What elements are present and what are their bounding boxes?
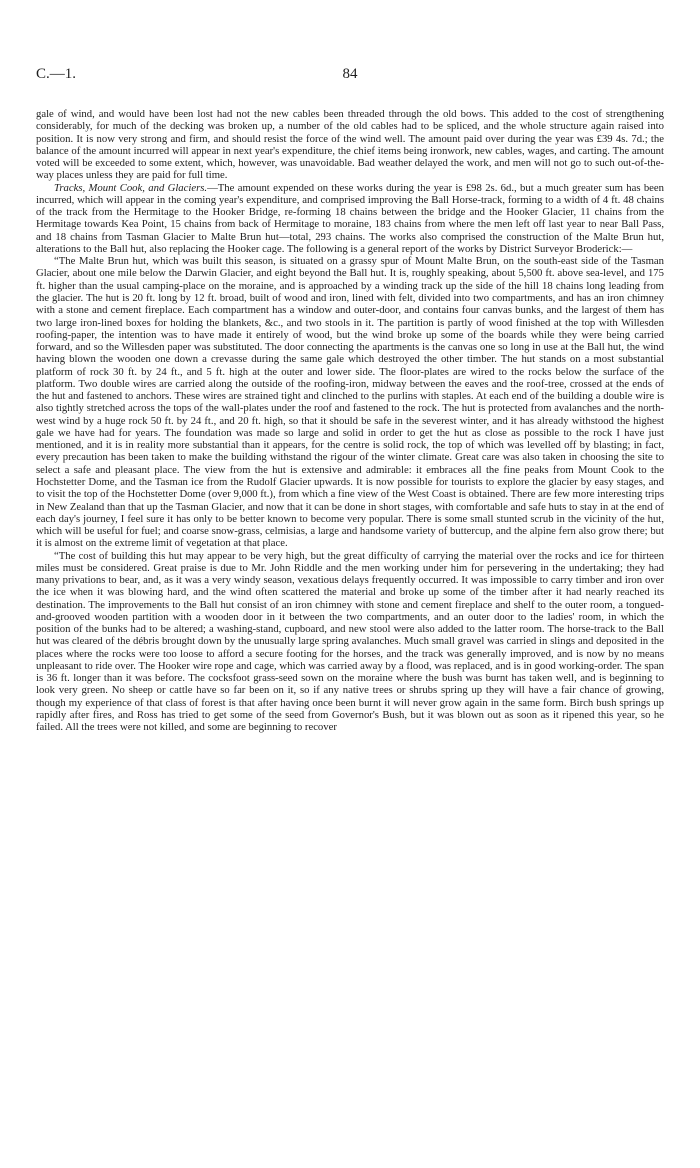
paragraph	[36, 255, 664, 549]
page-number: 84	[342, 66, 358, 82]
paragraph-text: “The Malte Brun hut, which was built this season, is situated on a grassy spur of Mount Malte Brun, on the south-east side of the Tasman Glacier, about one mile below the Darwin Glacier, and eight beyond the Ball hut. It is, roughly speaking, about 5,500 ft. above sea-level, and 175 ft. higher than the usual camping-place on the moraine, and is approached by a winding track up the side of the hill 18 chains long leading from the glacier. The hut is 20 ft. long by 12 ft. broad, built of wood and iron, lined with felt, divided into two compartments, and has an iron chimney with a stone and cement fireplace. Each compartment has a window and outer-door, and contains four canvas bunks, and the largest of them has two large iron-lined boxes for holding the blankets, &c., and two stools in it. The partition is partly of wood finished at the top with Willesden roofing-paper, the intention was to have made it entirely of wood, but the wind broke up some of the boards while they were being carried forward, and so the Willesden paper was substituted. The door connecting the apartments is the canvas one so long in use at the Ball hut, the wind having blown the wooden one down a crevasse during the same gale which destroyed the other timber. The hut stands on a most substantial platform of rock 30 ft. by 24 ft., and 5 ft. high at the outer and lower side. The floor-plates are wired to the rocks below the surface of the platform. Two double wires are carried along the outside of the roofing-iron, midway between the eaves and the roof-tree, crossed at the ends of the hut and fastened to anchors. These wires are strained tight and clinched to the purlins with staples. At each end of the building a double wire is also tightly stretched across the tops of the wall-plates under the roof and fastened to the rock. The hut is protected from avalanches and the north-west wind by a huge rock 50 ft. by 24 ft., and 20 ft. high, so that it should be safe in the severest winter, and it has already withstood the highest gale we have had for years. The foundation was made so large and solid in order to get the hut as close as possible to the rock I have just mentioned, and it is in reality more substantial than it appears, for the centre is solid rock, the top of which was levelled off by blasting; in fact, every precaution has been taken to make the building withstand the rigour of the winter climate. Great care was also taken in choosing the site to select a safe and pleasant place. The view from the hut is extensive and admirable: it embraces all the fine peaks from Mount Cook to the Hochstetter Dome, and the Tasman ice from the Rudolf Glacier upwards. It is now possible for tourists to explore the glacier by easy stages, and to visit the top of the Hochstetter Dome (over 9,000 ft.), from which a fine view of the West Coast is obtained. There are few more interesting trips in New Zealand than that up the Tasman Glacier, and now that it can be done in short stages, with comfortable and safe huts to stay in at the end of each day's journey, I feel sure it has only to be better known to become very popular. There is some small stunted scrub in the vicinity of the hut, which will be useful for fuel; and coarse snow-grass, celmisias, a large and handsome variety of buttercup, and the alpine fern also grow there; but it is almost on the extreme limit of vegetation at that place.	[36, 255, 664, 550]
document-page	[36, 66, 664, 734]
paragraph	[36, 182, 664, 256]
paragraph-text: “The cost of building this hut may appear to be very high, but the great difficulty of carrying the material over the rocks and ice for thirteen miles must be considered. Great praise is due to Mr. John Riddle and the men working under him for persevering in the undertaking; they had many privations to bear, and, as it was a very windy season, vexatious delays frequently occurred. It was impossible to carry timber and iron over the ice when it was blowing hard, and the wind often scattered the material and broke up some of the timber after it had nearly reached its destination. The improvements to the Ball hut consist of an iron chimney with stone and cement fireplace and shelf to the outer room, a tongued-and-grooved wooden partition with a wooden door in it between the two compartments, and an outer door to the ladies' room, in which the position of the bunks had to be altered; a washing-stand, cupboard, and new stool were also added to the latter room. The horse-track to the Ball hut was cleared of the débris brought down by the unusually large spring avalanches. Much small gravel was carried in slings and deposited in the places where the rocks were too loose to afford a secure footing for the horses, and the track was generally improved, and is now by no means unpleasant to ride over. The Hooker wire rope and cage, which was carried away by a flood, was replaced, and is in good working-order. The span is 36 ft. longer than it was before. The cocksfoot grass-seed sown on the moraine where the bush was burnt has taken well, and is beginning to look very green. No sheep or cattle have so far been on it, so if any native trees or shrubs spring up they will have a fair chance of growing, though my experience of that class of forest is that after having once been burnt it will never grow again in the same form. Birch bush springs up rapidly after fires, and Ross has tried to get some of the seed from Governor's Bush, but it was blown out as soon as it ripened this year, so he failed. All the trees were not killed, and some are beginning to recover	[36, 549, 664, 734]
paragraph-text: gale of wind, and would have been lost had not the new cables been threaded through the old bows. This added to the cost of strengthening considerably, for much of the decking was broken up, a number of the old cables had to be spliced, and the whole structure again raised into position. It is now very strong and firm, and should resist the force of the wind well. The amount paid over during the year was £39 4s. 7d.; the balance of the amount incurred will appear in next year's expenditure, the chief items being ironwork, new cables, wages, and carting. The amount voted will be exceeded to some extent, which, however, was unavoidable. Bad weather delayed the work, and men will not go to such out-of-the-way places unless they are paid for full time.	[36, 108, 664, 182]
page-body	[36, 108, 664, 734]
paragraph	[36, 550, 664, 734]
document-reference: C.—1.	[36, 66, 77, 82]
paragraph	[36, 108, 664, 182]
page-header	[36, 66, 664, 92]
section-heading: Tracks, Mount Cook, and Glaciers.	[54, 181, 208, 194]
paragraph-text: —The amount expended on these works during the year is £98 2s. 6d., but a much greater sum has been incurred, which will appear in the coming year's expenditure, and comprised improving the Ball Horse-track, forming to a width of 4 ft. 48 chains of the track from the Hermitage to the Hooker Bridge, re-forming 18 chains between the bridge and the Hooker Glacier, 11 chains from the Hermitage towards Kea Point, 15 chains from back of Hermitage to moraine, 183 chains from where the men left off last year to near Ball Pass, and 18 chains from Tasman Glacier to Malte Brun hut—total, 293 chains. The works also comprised the construction of the Malte Brun hut, alterations to the Ball hut, also replacing the Hooker cage. The following is a general report of the works by District Surveyor Broderick:—	[36, 181, 664, 255]
